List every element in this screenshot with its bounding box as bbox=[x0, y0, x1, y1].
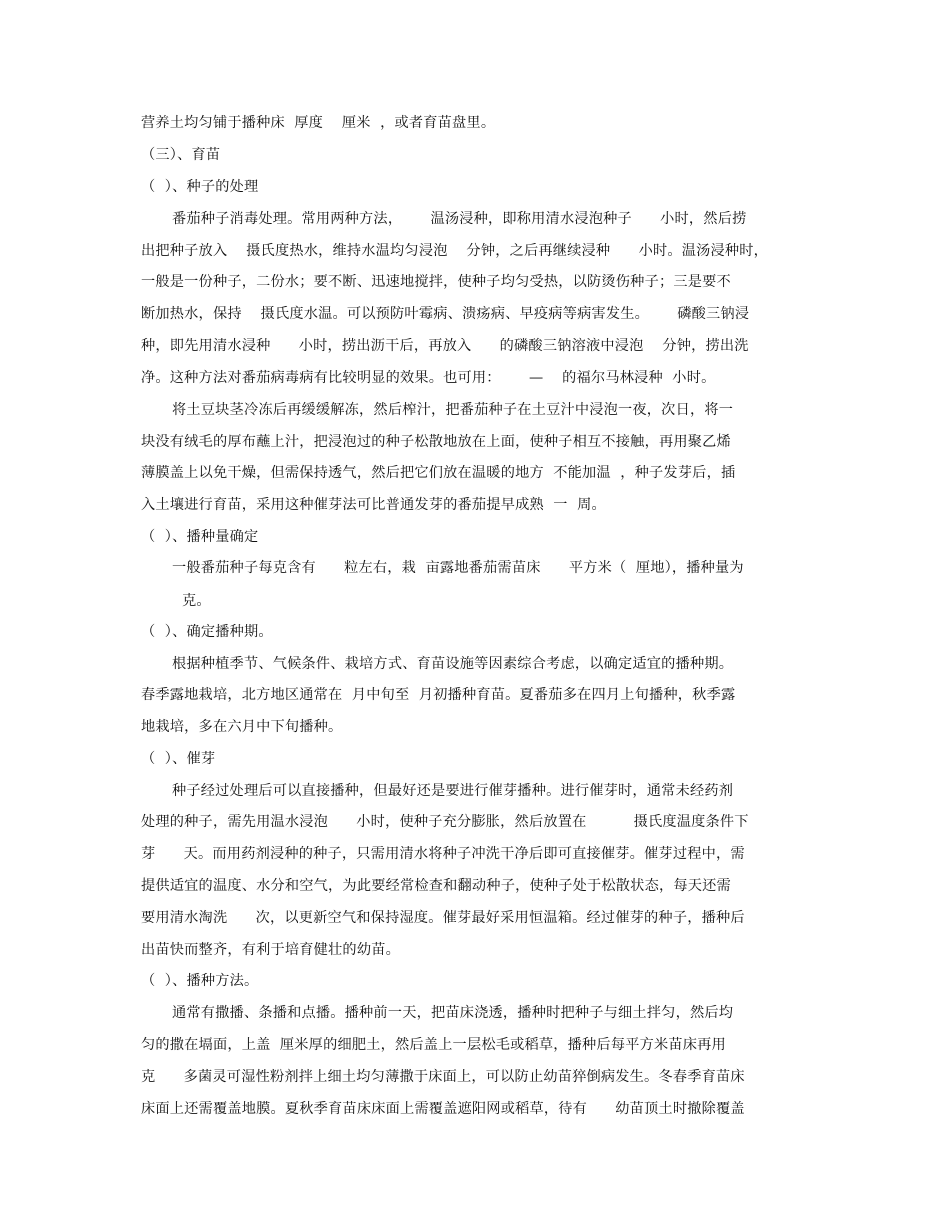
text-line: 一般是一份种子，二份水；要不断、迅速地搅拌，使种子均匀受热，以防烫伤种子；三是要不 bbox=[141, 274, 731, 290]
text-line: 芽 天。而用药剂浸种的种子，只需用清水将种子冲洗干净后即可直接催芽。催芽过程中，需 bbox=[141, 846, 745, 862]
subsection-heading: （ ）、播种量确定 bbox=[141, 529, 259, 545]
text-line: 一般番茄种子每克含有 粒左右，栽 亩露地番茄需苗床 平方米（ 厘地），播种量为 bbox=[172, 560, 744, 576]
text-line: 断加热水，保持 摄氏度水温。可以预防叶霉病、溃疡病、早疫病等病害发生。 磷酸三钠浸 bbox=[141, 306, 750, 322]
subsection-heading: （ ）、播种方法。 bbox=[141, 973, 259, 989]
text-line: 入土壤进行育苗，采用这种催芽法可比普通发芽的番茄提早成熟 一 周。 bbox=[141, 497, 606, 513]
text-line: 净。这种方法对番茄病毒病有比较明显的效果。也可用： — 的福尔马林浸种 小时。 bbox=[141, 370, 716, 386]
text-line: 要用清水淘洗 次，以更新空气和保持湿度。催芽最好采用恒温箱。经过催芽的种子，播种后 bbox=[141, 910, 745, 926]
text-line: 床面上还需覆盖地膜。夏秋季育苗床床面上需覆盖遮阳网或稻草，待有 幼苗顶土时撤除覆盖 bbox=[141, 1101, 745, 1117]
text-line: 出苗快而整齐，有利于培育健壮的幼苗。 bbox=[141, 942, 400, 958]
text-line: 种子经过处理后可以直接播种，但最好还是要进行催芽播种。进行催芽时，通常未经药剂 bbox=[172, 783, 734, 799]
text-line: 块没有绒毛的厚布蘸上汁，把浸泡过的种子松散地放在上面，使种子相互不接触，再用聚乙烯 bbox=[141, 434, 731, 450]
text-line: 番茄种子消毒处理。常用两种方法， 温汤浸种，即称用清水浸泡种子 小时，然后捞 bbox=[172, 211, 747, 227]
text-line: 将土豆块茎冷冻后再缓缓解冻，然后榨汁，把番茄种子在土豆汁中浸泡一夜，次日，将一 bbox=[172, 402, 734, 418]
text-line: 匀的撒在塥面，上盖 厘米厚的细肥土，然后盖上一层松毛或稻草，播种后每平方米苗床再用 bbox=[141, 1037, 726, 1053]
text-line: 克。 bbox=[182, 593, 211, 609]
subsection-heading: （ ）、催芽 bbox=[141, 751, 216, 767]
text-line: 克 多菌灵可湿性粉剂拌上细土均匀薄撒于床面上，可以防止幼苗猝倒病发生。冬春季育苗床 bbox=[141, 1069, 745, 1085]
text-line: 薄膜盖上以免干燥，但需保持透气，然后把它们放在温暖的地方 不能加温 ，种子发芽后，插 bbox=[141, 465, 736, 481]
text-line: 出把种子放入 摄氏度热水，维持水温均匀浸泡 分钟，之后再继续浸种 小时。温汤浸种时， bbox=[141, 243, 769, 259]
subsection-heading: （ ）、种子的处理 bbox=[141, 179, 259, 195]
text-line: 处理的种子，需先用温水浸泡 小时，使种子充分膨胀，然后放置在 摄氏度温度条件下 bbox=[141, 814, 749, 830]
text-line: 种，即先用清水浸种 小时，捞出沥干后，再放入 的磷酸三钠溶液中浸泡 分钟，捞出洗 bbox=[141, 338, 749, 354]
text-line: 地栽培，多在六月中下旬播种。 bbox=[141, 719, 343, 735]
text-line: 春季露地栽培，北方地区通常在 月中旬至 月初播种育苗。夏番茄多在四月上旬播种，秋季露 bbox=[141, 687, 736, 703]
text-line: 提供适宜的温度、水分和空气，为此要经常检查和翻动种子，使种子处于松散状态，每天还需 bbox=[141, 878, 731, 894]
section-heading: （三）、育苗 bbox=[141, 147, 221, 163]
text-line: 营养土均匀铺于播种床 厚度 厘米 ，或者育苗盘里。 bbox=[141, 115, 496, 131]
text-line: 根据种植季节、气候条件、栽培方式、育苗设施等因素综合考虑，以确定适宜的播种期。 bbox=[172, 656, 734, 672]
text-line: 通常有撒播、条播和点播。播种前一天，把苗床浇透，播种时把种子与细土拌匀，然后均 bbox=[172, 1005, 734, 1021]
subsection-heading: （ ）、确定播种期。 bbox=[141, 624, 273, 640]
